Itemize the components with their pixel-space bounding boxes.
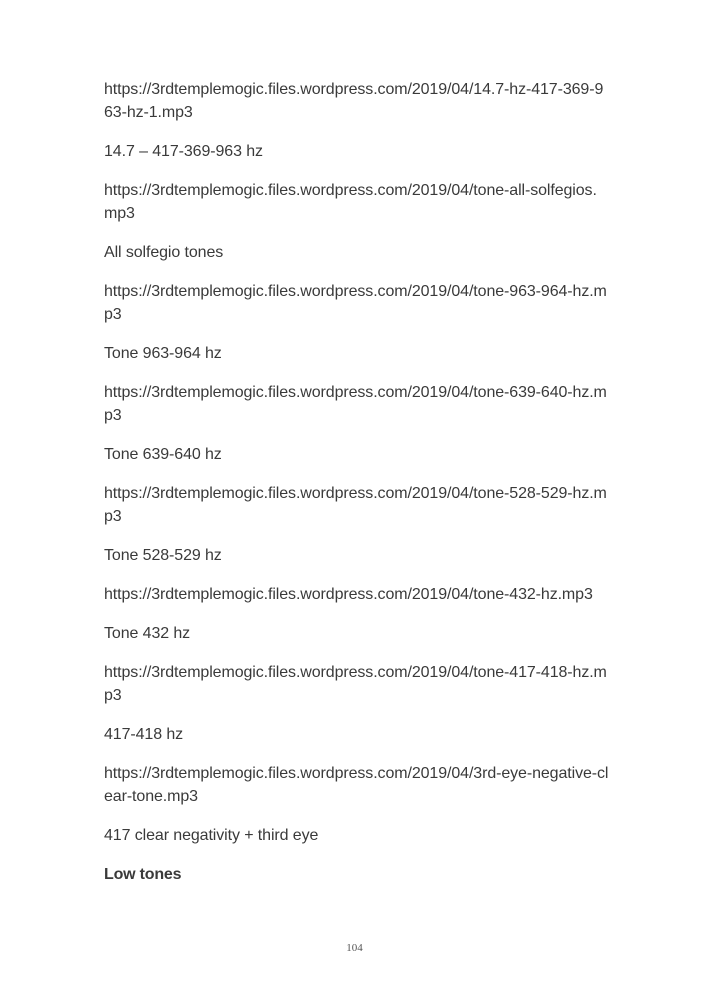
audio-label: Tone 528-529 hz — [104, 547, 222, 564]
audio-label: Tone 432 hz — [104, 625, 191, 642]
audio-link[interactable]: https://3rdtemplemogic.files.wordpress.com/2019/04/tone-963-964-hz.mp3 — [104, 283, 607, 323]
audio-link[interactable]: https://3rdtemplemogic.files.wordpress.com/2019/04/tone-all-solfegios.mp3 — [104, 182, 597, 222]
audio-link[interactable]: https://3rdtemplemogic.files.wordpress.com/2019/04/14.7-hz-417-369-963-hz-1.mp3 — [104, 81, 604, 121]
audio-label: 14.7 – 417-369-963 hz — [104, 143, 263, 160]
page-number: 104 — [346, 942, 363, 954]
audio-label: 417-418 hz — [104, 726, 184, 743]
audio-link[interactable]: https://3rdtemplemogic.files.wordpress.com/2019/04/3rd-eye-negative-clear-tone.mp3 — [104, 765, 609, 805]
audio-link[interactable]: https://3rdtemplemogic.files.wordpress.com/2019/04/tone-528-529-hz.mp3 — [104, 485, 607, 525]
audio-label: All solfegio tones — [104, 244, 224, 261]
audio-link[interactable]: https://3rdtemplemogic.files.wordpress.com/2019/04/tone-432-hz.mp3 — [104, 586, 593, 603]
section-heading: Low tones — [104, 866, 182, 883]
audio-label: 417 clear negativity + third eye — [104, 827, 319, 844]
audio-label: Tone 639-640 hz — [104, 446, 222, 463]
audio-link[interactable]: https://3rdtemplemogic.files.wordpress.com/2019/04/tone-639-640-hz.mp3 — [104, 384, 607, 424]
page-content — [104, 78, 609, 886]
audio-label: Tone 963-964 hz — [104, 345, 222, 362]
audio-link[interactable]: https://3rdtemplemogic.files.wordpress.com/2019/04/tone-417-418-hz.mp3 — [104, 664, 607, 704]
